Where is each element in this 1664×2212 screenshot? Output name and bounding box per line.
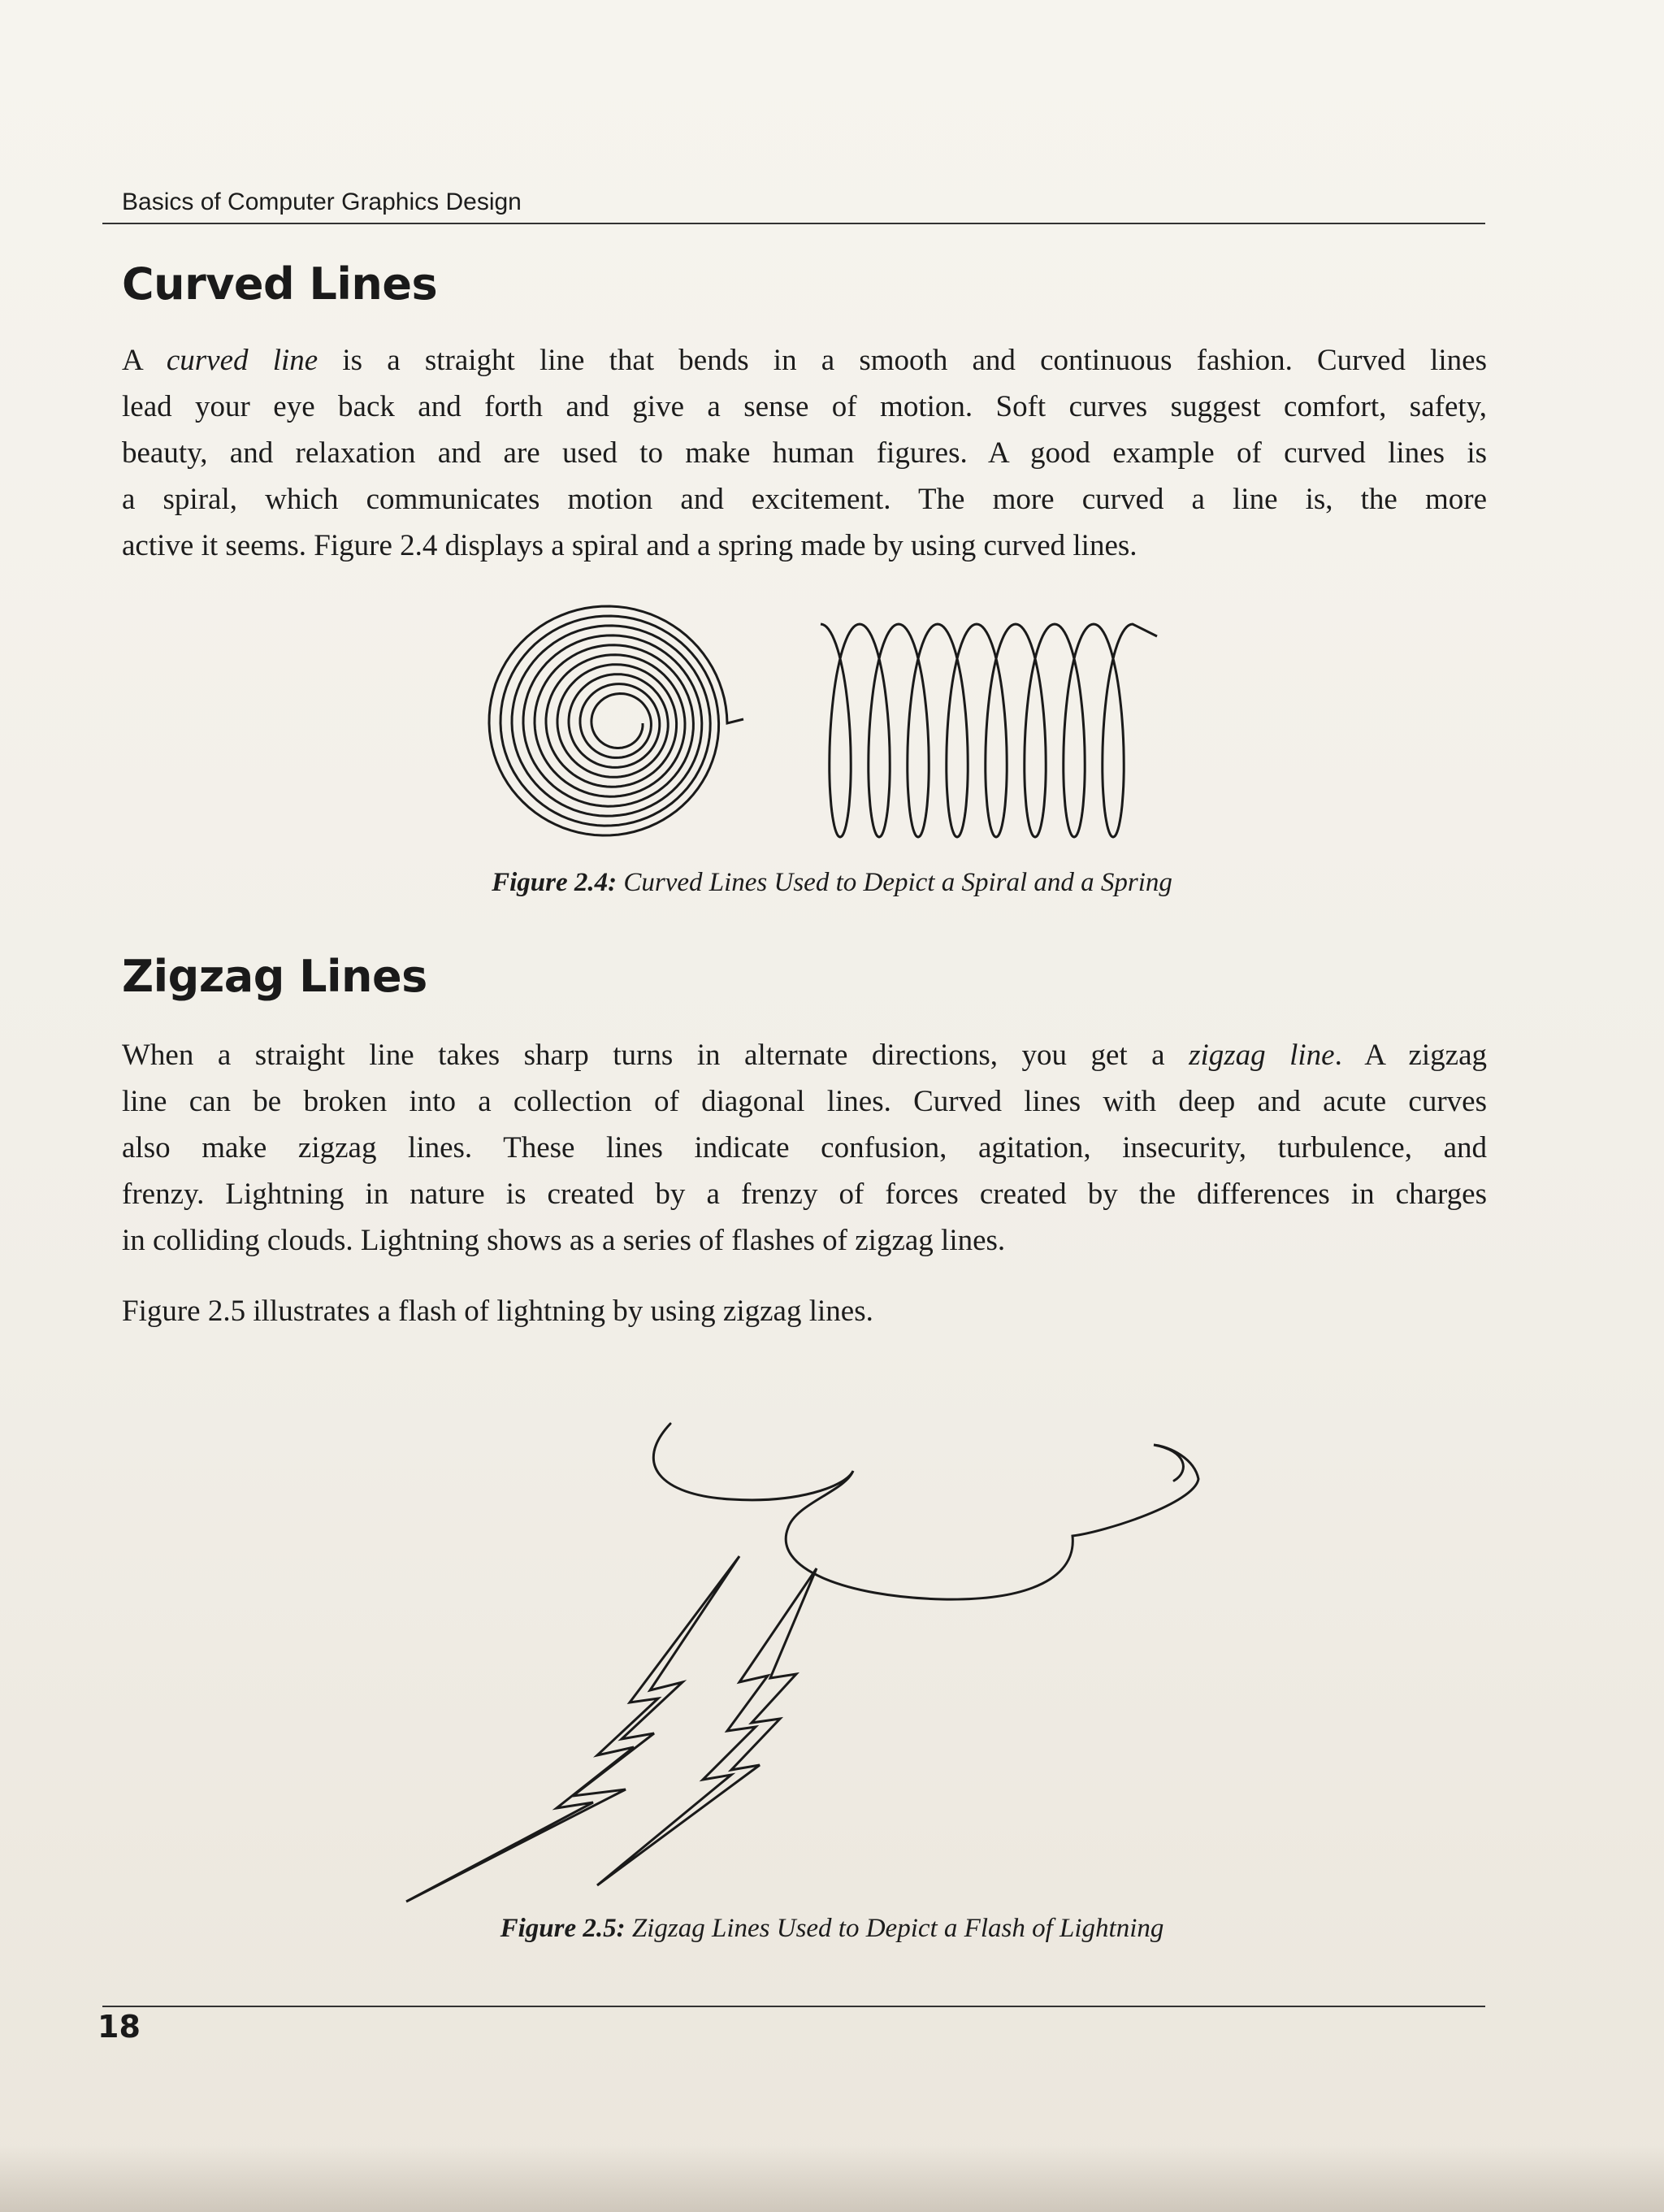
paragraph-line: frenzy. Lightning in nature is created by a frenzy of forces created by the differences in charges — [122, 1178, 1487, 1211]
page-edge-shadow — [0, 2145, 1664, 2212]
running-head: Basics of Computer Graphics Design — [122, 189, 522, 215]
spiral-curve — [489, 606, 743, 835]
zigzag-lines-paragraph — [122, 1032, 1487, 1264]
paragraph-line: Figure 2.5 illustrates a flash of lightning by using zigzag lines. — [122, 1295, 873, 1328]
footer-rule — [102, 2006, 1485, 2007]
section-title-zigzag-lines: Zigzag Lines — [122, 951, 427, 1002]
figure-2-4-caption: Figure 2.4: Curved Lines Used to Depict a Spiral and a Spring — [492, 868, 1172, 897]
paragraph-line: lead your eye back and forth and give a sense of motion. Soft curves suggest comfort, safety, — [122, 390, 1487, 423]
paragraph-line: beauty, and relaxation and are used to make human figures. A good example of curved lines is — [122, 436, 1487, 470]
paragraph-line: When a straight line takes sharp turns in alternate directions, you get a zigzag line. A zigzag — [122, 1039, 1488, 1072]
curved-lines-paragraph — [122, 337, 1487, 569]
lightning-bolt-left — [406, 1556, 739, 1902]
paragraph-line: a spiral, which communicates motion and excitement. The more curved a line is, the more — [122, 483, 1487, 516]
spring-curve — [821, 624, 1157, 837]
spring-drawing — [821, 624, 1157, 837]
header-rule — [102, 223, 1485, 224]
paragraph-line: also make zigzag lines. These lines indicate confusion, agitation, insecurity, turbulence, and — [122, 1131, 1487, 1165]
term-curved-line: curved line — [166, 344, 318, 377]
page-number: 18 — [98, 2009, 141, 2045]
cloud-outline — [653, 1424, 1198, 1599]
paragraph-line: A curved line is a straight line that bends in a smooth and continuous fashion. Curved lines — [122, 344, 1487, 377]
paragraph-line: line can be broken into a collection of diagonal lines. Curved lines with deep and acute curves — [122, 1085, 1487, 1118]
term-zigzag-line: zigzag line — [1189, 1039, 1335, 1072]
figure-2-5-intro — [122, 1288, 1487, 1334]
lightning-bolt-right — [597, 1568, 817, 1885]
figure-2-5-caption: Figure 2.5: Zigzag Lines Used to Depict a Flash of Lightning — [500, 1914, 1164, 1943]
spiral-drawing — [489, 606, 743, 835]
section-title-curved-lines: Curved Lines — [122, 258, 438, 310]
figure-2-5-illustration — [390, 1414, 1219, 1902]
paragraph-line: active it seems. Figure 2.4 displays a spiral and a spring made by using curved lines. — [122, 529, 1138, 562]
figure-2-4-illustration — [439, 593, 1170, 861]
paragraph-line: in colliding clouds. Lightning shows as a series of flashes of zigzag lines. — [122, 1224, 1006, 1257]
